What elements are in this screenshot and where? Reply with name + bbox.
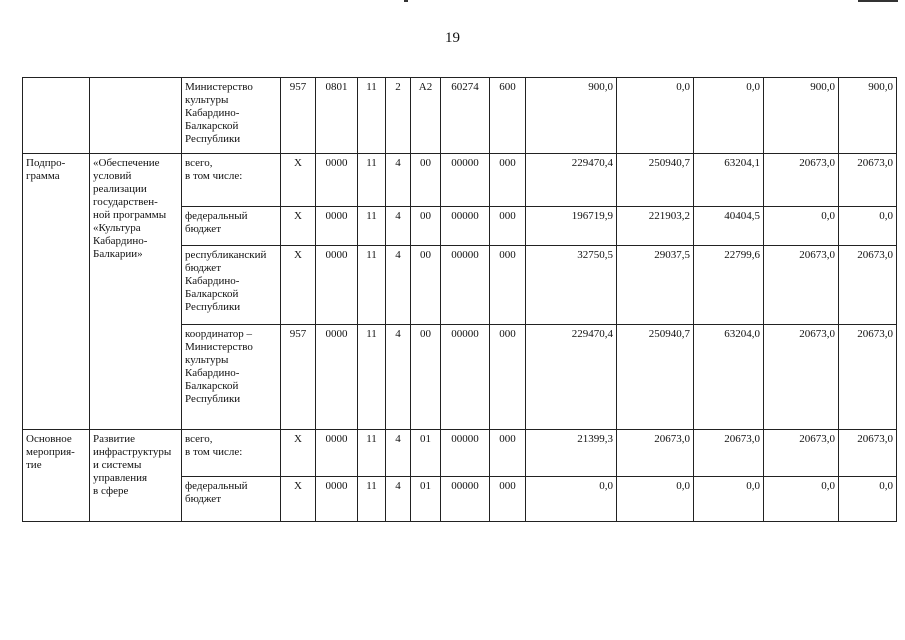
value-cell: 22799,6: [694, 246, 764, 325]
source-cell: всего, в том числе:: [182, 154, 281, 207]
value-cell: 900,0: [839, 78, 897, 154]
value-cell: 21399,3: [526, 430, 617, 477]
expense-type-code-cell: 000: [490, 246, 526, 325]
expense-type-code-cell: 000: [490, 325, 526, 430]
section-code-cell: 0000: [316, 477, 358, 522]
program-code-cell: 11: [358, 78, 386, 154]
value-cell: 20673,0: [764, 325, 839, 430]
grbs-code-cell: X: [281, 246, 316, 325]
value-cell: 900,0: [764, 78, 839, 154]
source-cell: Министерство культуры Кабардино- Балкарской Республики: [182, 78, 281, 154]
expense-type-code-cell: 000: [490, 430, 526, 477]
value-cell: 0,0: [839, 207, 897, 246]
direction-code-cell: 00000: [441, 430, 490, 477]
program-code-cell: 11: [358, 207, 386, 246]
expense-type-code-cell: 000: [490, 477, 526, 522]
grbs-code-cell: X: [281, 430, 316, 477]
value-cell: 250940,7: [617, 325, 694, 430]
grbs-code-cell: X: [281, 477, 316, 522]
source-cell: координатор – Министерство культуры Кабардино- Балкарской Республики: [182, 325, 281, 430]
value-cell: 20673,0: [694, 430, 764, 477]
subprogram-code-cell: 4: [386, 430, 411, 477]
expense-type-code-cell: 000: [490, 207, 526, 246]
grbs-code-cell: X: [281, 154, 316, 207]
section-code-cell: 0000: [316, 430, 358, 477]
value-cell: 0,0: [526, 477, 617, 522]
expense-type-code-cell: 600: [490, 78, 526, 154]
value-cell: 20673,0: [839, 430, 897, 477]
program-code-cell: 11: [358, 430, 386, 477]
value-cell: 20673,0: [764, 430, 839, 477]
event-code-cell: 00: [411, 207, 441, 246]
subprogram-code-cell: 4: [386, 325, 411, 430]
section-code-cell: 0000: [316, 325, 358, 430]
value-cell: 0,0: [694, 477, 764, 522]
event-code-cell: 01: [411, 430, 441, 477]
name-cell: Развитие инфраструктуры и системы управления в сфере: [90, 430, 182, 522]
value-cell: 0,0: [694, 78, 764, 154]
value-cell: 32750,5: [526, 246, 617, 325]
value-cell: 20673,0: [839, 246, 897, 325]
section-code-cell: 0801: [316, 78, 358, 154]
page-number: 19: [445, 30, 460, 46]
budget-table: [22, 77, 897, 522]
value-cell: 63204,0: [694, 325, 764, 430]
subprogram-code-cell: 4: [386, 154, 411, 207]
expense-type-code-cell: 000: [490, 154, 526, 207]
value-cell: 20673,0: [764, 154, 839, 207]
value-cell: 40404,5: [694, 207, 764, 246]
source-cell: республиканский бюджет Кабардино- Балкарской Республики: [182, 246, 281, 325]
section-code-cell: 0000: [316, 207, 358, 246]
value-cell: 20673,0: [839, 325, 897, 430]
subprogram-code-cell: 4: [386, 207, 411, 246]
type-cell: Основное мероприя- тие: [23, 430, 90, 522]
type-cell: [23, 78, 90, 154]
direction-code-cell: 00000: [441, 477, 490, 522]
source-cell: федеральный бюджет: [182, 477, 281, 522]
program-code-cell: 11: [358, 246, 386, 325]
direction-code-cell: 00000: [441, 325, 490, 430]
event-code-cell: 01: [411, 477, 441, 522]
value-cell: 196719,9: [526, 207, 617, 246]
direction-code-cell: 00000: [441, 154, 490, 207]
value-cell: 250940,7: [617, 154, 694, 207]
value-cell: 29037,5: [617, 246, 694, 325]
scan-artifact: [404, 0, 408, 2]
table-row: [23, 430, 897, 477]
subprogram-code-cell: 2: [386, 78, 411, 154]
program-code-cell: 11: [358, 154, 386, 207]
name-cell: [90, 78, 182, 154]
value-cell: 0,0: [839, 477, 897, 522]
event-code-cell: 00: [411, 325, 441, 430]
value-cell: 900,0: [526, 78, 617, 154]
grbs-code-cell: 957: [281, 325, 316, 430]
section-code-cell: 0000: [316, 154, 358, 207]
source-cell: всего, в том числе:: [182, 430, 281, 477]
program-code-cell: 11: [358, 325, 386, 430]
value-cell: 0,0: [617, 477, 694, 522]
scan-artifact: [858, 0, 898, 2]
event-code-cell: 00: [411, 246, 441, 325]
table-row: [23, 154, 897, 207]
type-cell: Подпро- грамма: [23, 154, 90, 430]
value-cell: 63204,1: [694, 154, 764, 207]
name-cell: «Обеспечение условий реализации государствен- ной программы «Культура Кабардино- Балкарии»: [90, 154, 182, 430]
direction-code-cell: 60274: [441, 78, 490, 154]
value-cell: 20673,0: [617, 430, 694, 477]
direction-code-cell: 00000: [441, 246, 490, 325]
value-cell: 0,0: [764, 477, 839, 522]
value-cell: 229470,4: [526, 154, 617, 207]
subprogram-code-cell: 4: [386, 477, 411, 522]
value-cell: 229470,4: [526, 325, 617, 430]
source-cell: федеральный бюджет: [182, 207, 281, 246]
section-code-cell: 0000: [316, 246, 358, 325]
value-cell: 221903,2: [617, 207, 694, 246]
table-row: [23, 78, 897, 154]
event-code-cell: А2: [411, 78, 441, 154]
grbs-code-cell: 957: [281, 78, 316, 154]
value-cell: 0,0: [617, 78, 694, 154]
program-code-cell: 11: [358, 477, 386, 522]
grbs-code-cell: X: [281, 207, 316, 246]
direction-code-cell: 00000: [441, 207, 490, 246]
value-cell: 20673,0: [839, 154, 897, 207]
value-cell: 20673,0: [764, 246, 839, 325]
subprogram-code-cell: 4: [386, 246, 411, 325]
value-cell: 0,0: [764, 207, 839, 246]
event-code-cell: 00: [411, 154, 441, 207]
